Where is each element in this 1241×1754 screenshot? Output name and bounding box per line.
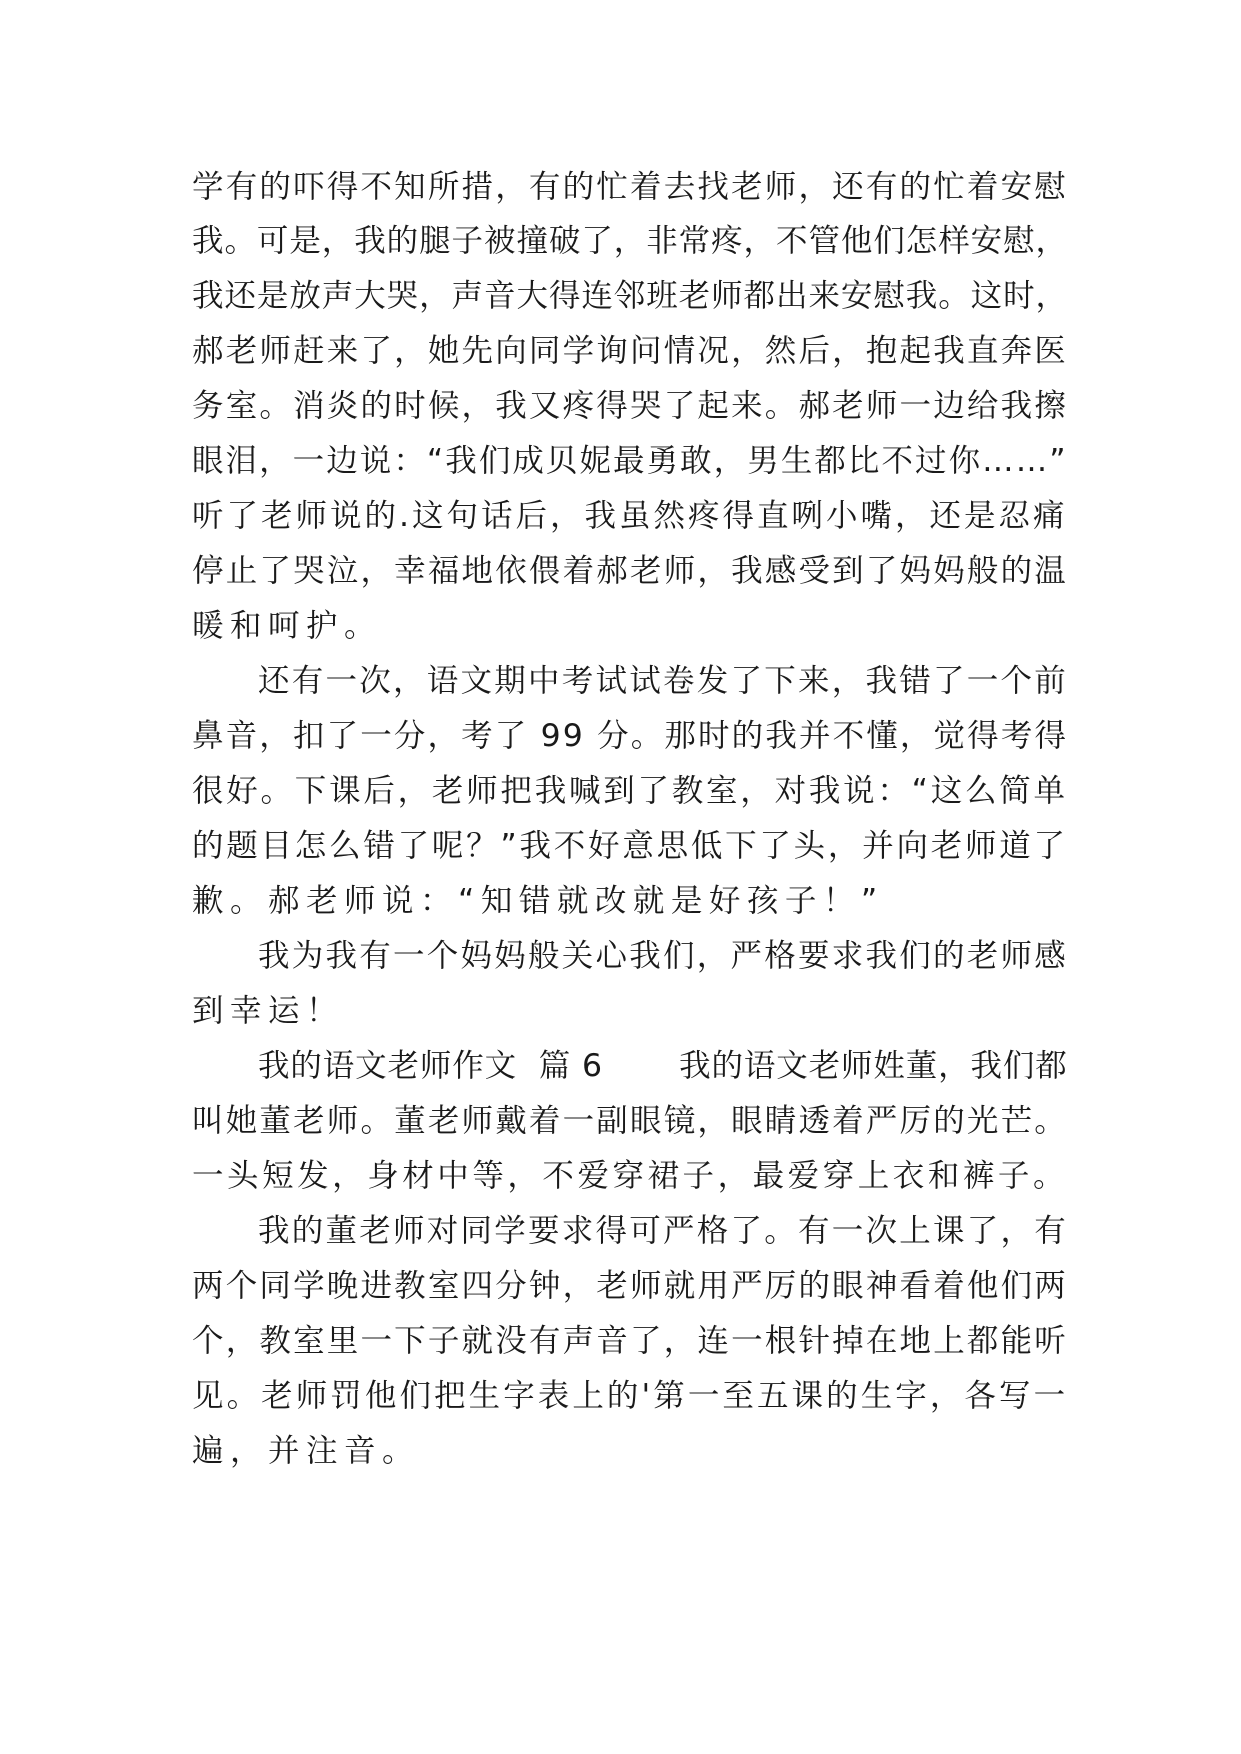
text-line: 我。可是，我的腿子被撞破了，非常疼，不管他们怎样安慰，	[192, 223, 1069, 259]
text-line: 暖和呵护。	[192, 608, 383, 644]
text-line: 听了老师说的.这句话后，我虽然疼得直咧小嘴，还是忍痛	[192, 498, 1068, 534]
text-line: 歉。郝老师说：“知错就改就是好孩子！”	[192, 883, 884, 919]
text-line: 遍，并注音。	[192, 1433, 421, 1469]
text-line: 务室。消炎的时候，我又疼得哭了起来。郝老师一边给我擦	[192, 388, 1069, 424]
text-line: 个，教室里一下子就没有声音了，连一根针掉在地上都能听	[192, 1323, 1069, 1359]
text-line: 叫她董老师。董老师戴着一副眼镜，眼睛透着严厉的光芒。	[192, 1103, 1069, 1139]
text-line: 的题目怎么错了呢？”我不好意思低下了头，并向老师道了	[192, 828, 1068, 864]
text-line: 停止了哭泣，幸福地依偎着郝老师，我感受到了妈妈般的温	[192, 553, 1069, 589]
text-line: 很好。下课后，老师把我喊到了教室，对我说：“这么简单	[192, 773, 1068, 809]
text-line: 还有一次，语文期中考试试卷发了下来，我错了一个前	[258, 663, 1069, 699]
text-line: 鼻音，扣了一分，考了 99 分。那时的我并不懂，觉得考得	[192, 718, 1069, 754]
text-line: 两个同学晚进教室四分钟，老师就用严厉的眼神看着他们两	[192, 1268, 1069, 1304]
text-line: 见。老师罚他们把生字表上的'第一至五课的生字，各写一	[192, 1378, 1069, 1414]
text-line: 一头短发，身材中等，不爱穿裙子，最爱穿上衣和裤子。	[192, 1158, 1069, 1194]
text-line: 我的语文老师作文 篇 6 我的语文老师姓董，我们都	[258, 1048, 1068, 1084]
text-line: 郝老师赶来了，她先向同学询问情况，然后，抱起我直奔医	[192, 333, 1069, 369]
text-line: 眼泪，一边说：“我们成贝妮最勇敢，男生都比不过你……”	[192, 443, 1068, 479]
text-line: 我为我有一个妈妈般关心我们，严格要求我们的老师感	[258, 938, 1069, 974]
text-line: 我的董老师对同学要求得可严格了。有一次上课了，有	[258, 1213, 1069, 1249]
text-line: 到幸运！	[192, 993, 345, 1029]
text-line: 学有的吓得不知所措，有的忙着去找老师，还有的忙着安慰	[192, 169, 1069, 205]
text-line: 我还是放声大哭，声音大得连邻班老师都出来安慰我。这时，	[192, 278, 1069, 314]
